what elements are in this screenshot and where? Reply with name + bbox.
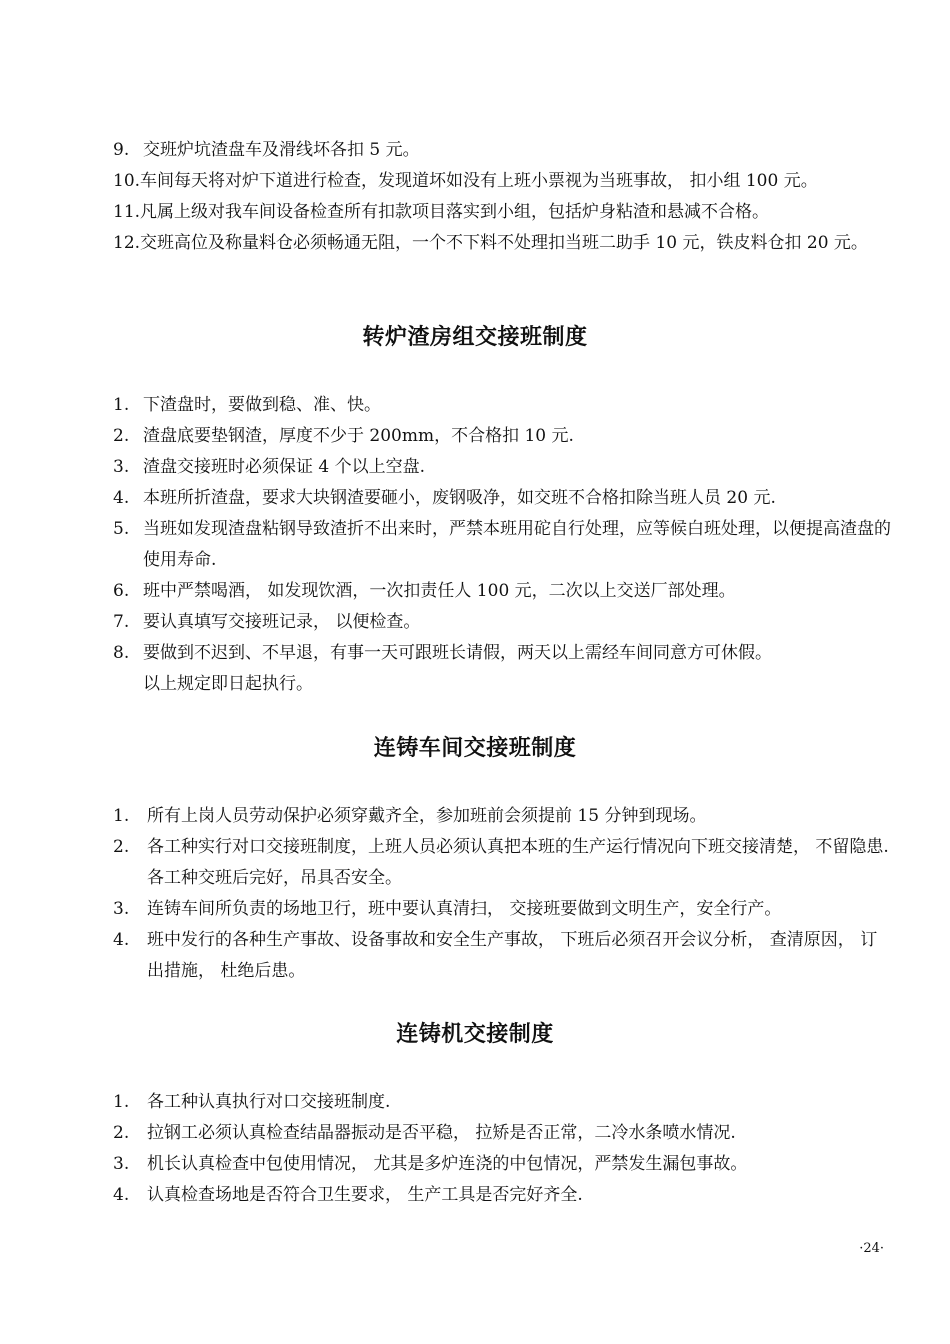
item-text: 下渣盘时，要做到稳、准、快。 <box>143 395 381 415</box>
list-item <box>113 1149 893 1180</box>
list-item <box>113 894 893 925</box>
list-item <box>113 832 893 894</box>
list-item <box>113 801 893 832</box>
item-number: 9. <box>113 140 130 160</box>
item-number: 4. <box>113 930 130 950</box>
list-item <box>113 390 893 421</box>
item-text: 认真检查场地是否符合卫生要求， 生产工具是否完好齐全. <box>147 1185 583 1205</box>
item-number: 8. <box>113 643 130 663</box>
list-item <box>113 607 893 638</box>
item-number: 1. <box>113 806 130 826</box>
list-item <box>113 421 893 452</box>
list-item <box>113 925 893 987</box>
list-item <box>113 197 893 228</box>
item-number: 1. <box>113 395 130 415</box>
item-text: 凡属上级对我车间设备检查所有扣款项目落实到小组，包括炉身粘渣和悬减不合格。 <box>140 202 770 222</box>
item-number: 5. <box>113 519 130 539</box>
item-number: 11. <box>113 202 141 222</box>
list-item <box>113 576 893 607</box>
item-text: 连铸车间所负责的场地卫行，班中要认真清扫， 交接班要做到文明生产，安全行产。 <box>147 899 782 919</box>
list-item <box>113 1180 893 1211</box>
item-number: 2. <box>113 426 130 446</box>
list-item <box>113 514 893 576</box>
item-text: 拉钢工必须认真检查结晶器振动是否平稳， 拉矫是否正常，二冷水条喷水情况. <box>147 1123 736 1143</box>
item-text: 班中严禁喝酒， 如发现饮酒，一次扣责任人 100 元，二次以上交送厂部处理。 <box>143 581 736 601</box>
item-text: 交班炉坑渣盘车及滑线坏各扣 5 元。 <box>143 140 420 160</box>
item-text: 渣盘底要垫钢渣，厚度不少于 200mm，不合格扣 10 元. <box>143 426 574 446</box>
list-item <box>113 452 893 483</box>
item-number: 4. <box>113 1185 130 1205</box>
item-text: 班中发行的各种生产事故、设备事故和安全生产事故， 下班后必须召开会议分析， 查清原因， 订出措施， 杜绝后患。 <box>147 930 878 981</box>
page-number: ·24· <box>859 1241 884 1256</box>
list-item <box>113 166 893 197</box>
item-text: 当班如发现渣盘粘钢导致渣折不出来时，严禁本班用砣自行处理，应等候白班处理，以便提高渣盘的使用寿命. <box>143 519 891 570</box>
item-number: 7. <box>113 612 130 632</box>
section-title-slag-room: 转炉渣房组交接班制度 <box>362 325 588 350</box>
item-number: 10. <box>113 171 141 191</box>
item-text: 所有上岗人员劳动保护必须穿戴齐全，参加班前会须提前 15 分钟到现场。 <box>147 806 707 826</box>
item-number: 2. <box>113 1123 130 1143</box>
item-number: 4. <box>113 488 130 508</box>
list-item <box>113 228 893 259</box>
list-item <box>113 135 893 166</box>
item-text: 渣盘交接班时必须保证 4 个以上空盘. <box>143 457 426 477</box>
closing-note: 以上规定即日起执行。 <box>143 674 313 694</box>
item-number: 3. <box>113 457 130 477</box>
rule-list-continued <box>113 135 893 259</box>
list-item <box>113 483 893 514</box>
rule-list-casting-machine <box>113 1087 893 1211</box>
list-item <box>113 1118 893 1149</box>
rule-list-slag-room <box>113 390 893 700</box>
item-text: 车间每天将对炉下道进行检查，发现道坏如没有上班小票视为当班事故， 扣小组 100 元。 <box>140 171 818 191</box>
list-item <box>113 638 893 669</box>
item-text: 要做到不迟到、不早退，有事一天可跟班长请假，两天以上需经车间同意方可休假。 <box>143 643 772 663</box>
item-text: 各工种实行对口交接班制度，上班人员必须认真把本班的生产运行情况向下班交接清楚， 不留隐患. 各工种交班后完好，吊具否安全。 <box>147 837 889 888</box>
list-item <box>113 1087 893 1118</box>
section-title-casting-workshop: 连铸车间交接班制度 <box>373 736 577 761</box>
item-number: 6. <box>113 581 130 601</box>
item-text: 各工种认真执行对口交接班制度. <box>147 1092 391 1112</box>
item-text: 机长认真检查中包使用情况， 尤其是多炉连浇的中包情况，严禁发生漏包事故。 <box>147 1154 748 1174</box>
item-number: 2. <box>113 837 130 857</box>
item-text: 要认真填写交接班记录， 以便检查。 <box>143 612 421 632</box>
item-number: 12. <box>113 233 141 253</box>
section-title-casting-machine: 连铸机交接制度 <box>396 1022 554 1047</box>
item-number: 3. <box>113 1154 130 1174</box>
item-text: 本班所折渣盘，要求大块钢渣要砸小，废钢吸净，如交班不合格扣除当班人员 20 元. <box>143 488 776 508</box>
item-number: 1. <box>113 1092 130 1112</box>
item-number: 3. <box>113 899 130 919</box>
item-text: 交班高位及称量料仓必须畅通无阻，一个不下料不处理扣当班二助手 10 元，铁皮料仓扣 20 元。 <box>140 233 868 253</box>
rule-list-casting-workshop <box>113 801 893 987</box>
